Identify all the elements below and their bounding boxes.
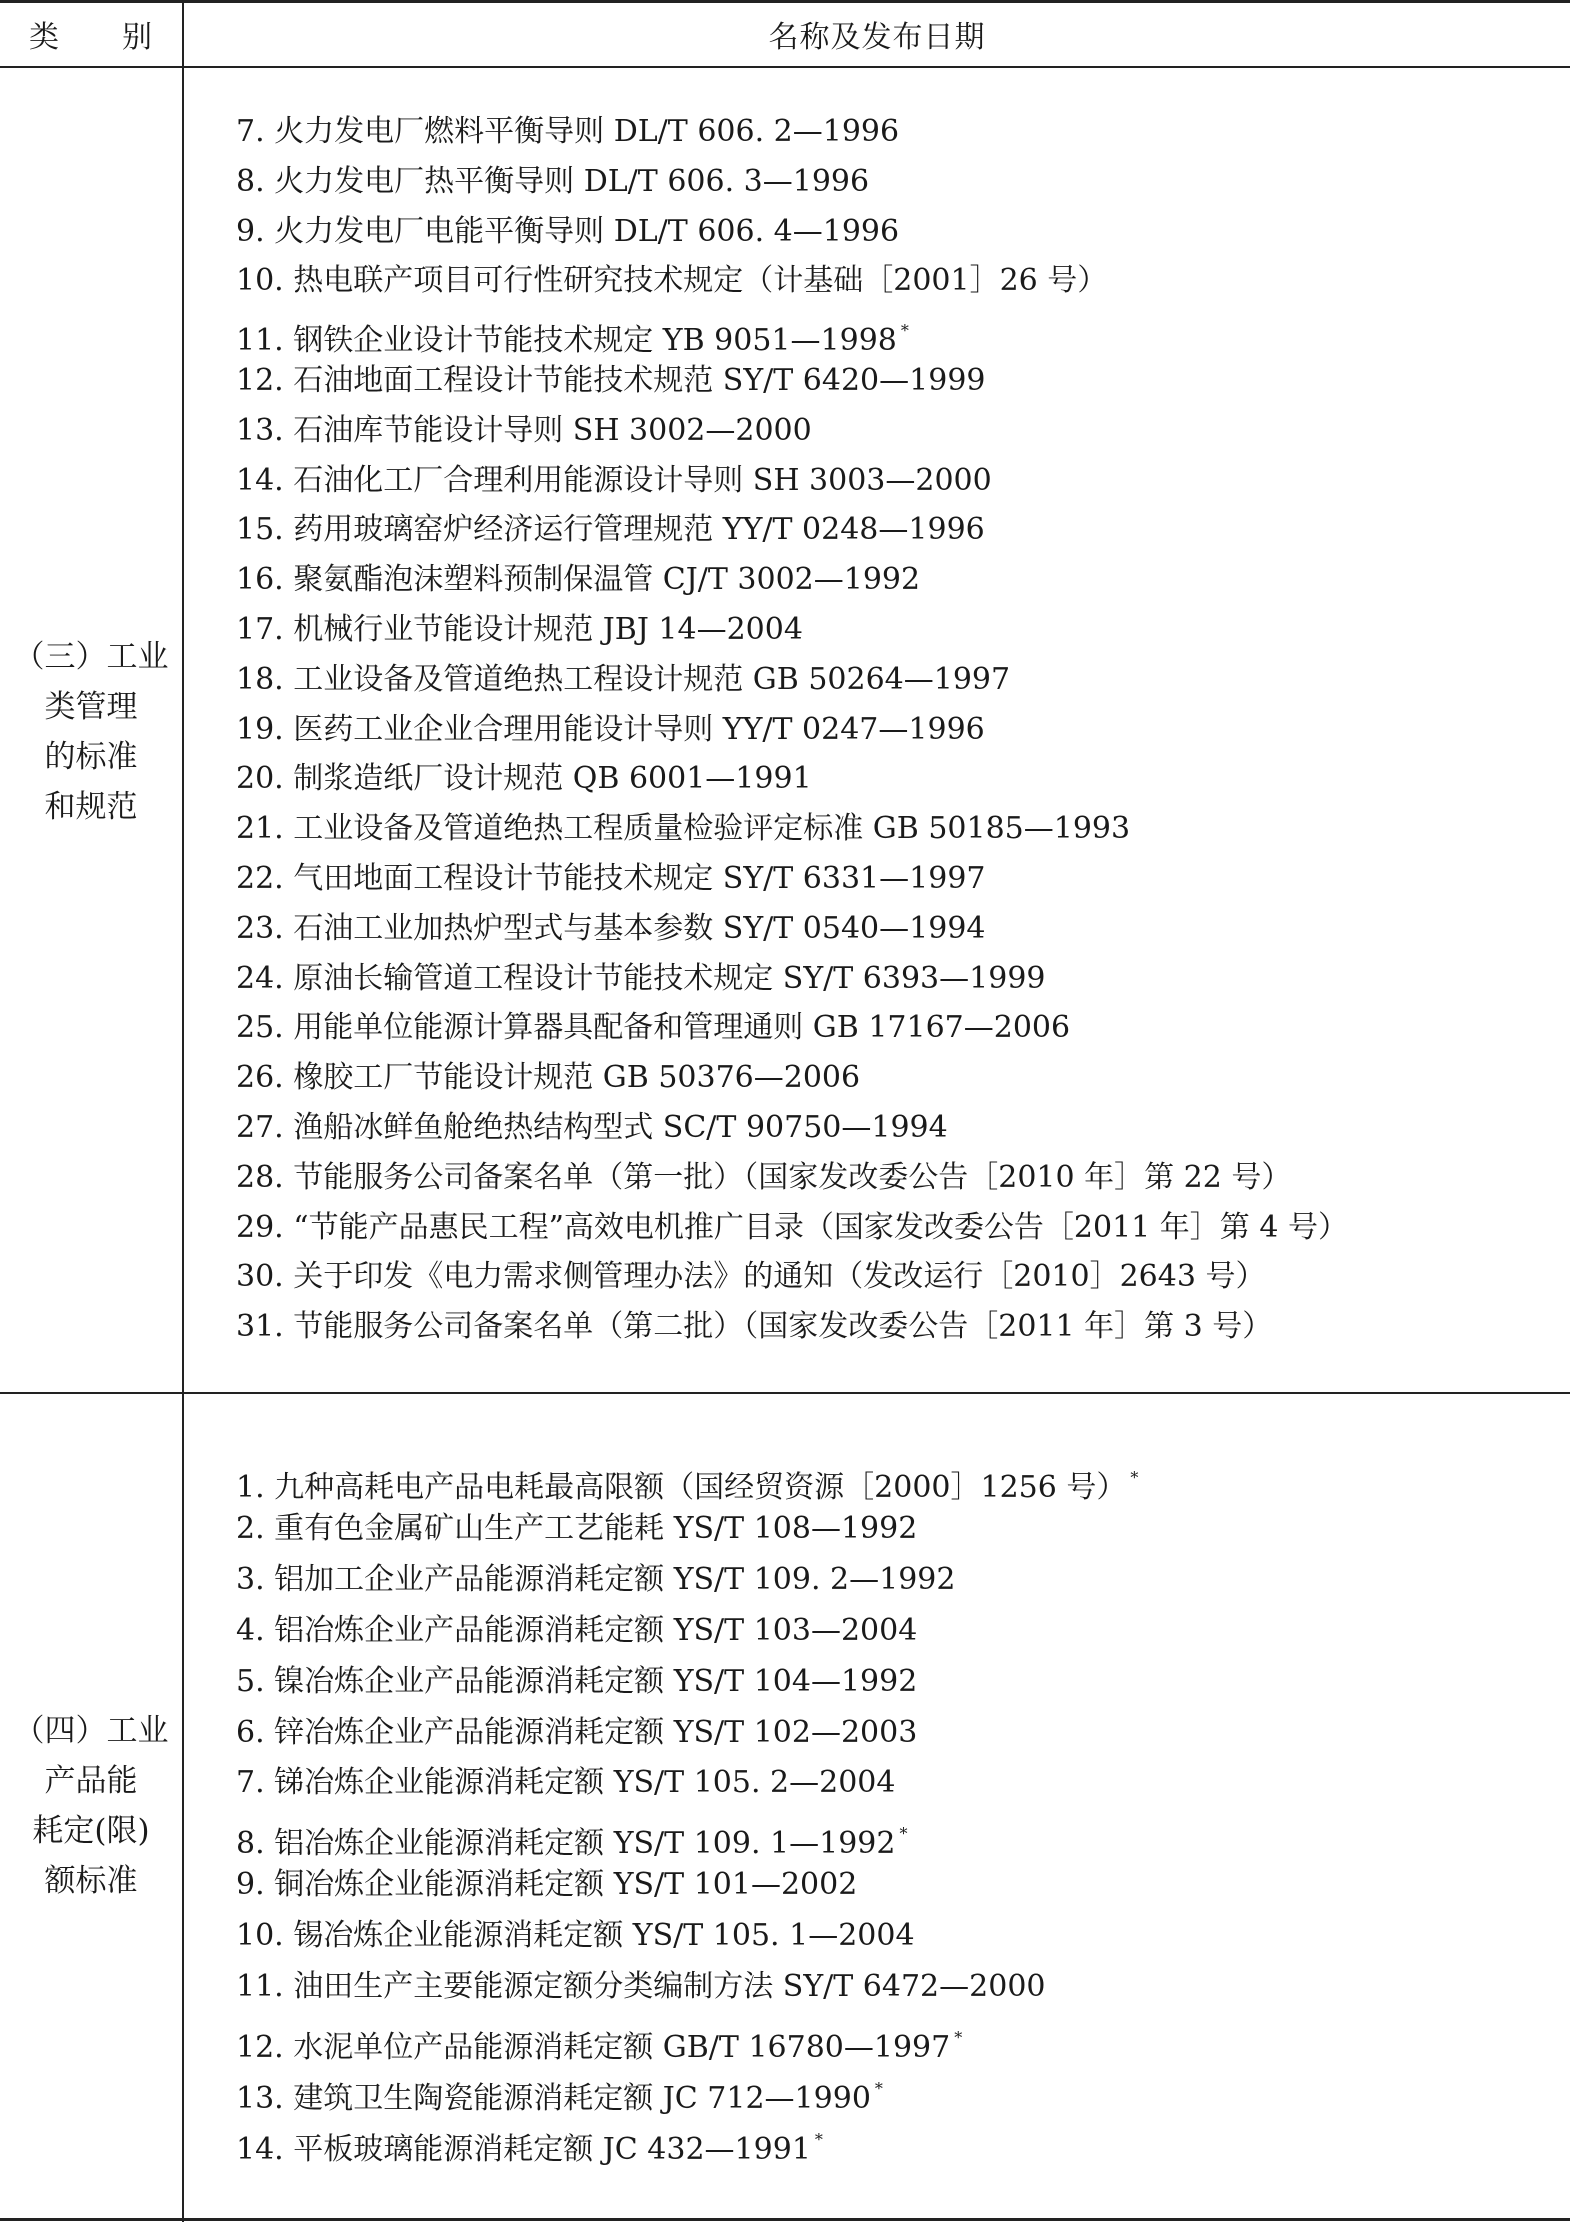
list-item — [236, 1967, 1046, 2007]
list-item — [236, 162, 869, 202]
table-top-rule — [0, 0, 1570, 3]
list-item-text: 5. 镍冶炼企业产品能源消耗定额 YS/T 104—1992 — [236, 1663, 918, 1699]
list-item-text: 17. 机械行业节能设计规范 JBJ 14—2004 — [236, 612, 803, 647]
header-bottom-rule — [0, 66, 1570, 68]
list-item — [236, 1560, 955, 1600]
list-item-text: 21. 工业设备及管道绝热工程质量检验评定标准 GB 50185—1993 — [236, 811, 1131, 847]
list-item — [236, 411, 812, 451]
section-divider-rule — [0, 1392, 1570, 1394]
list-item-text: 10. 锡冶炼企业能源消耗定额 YS/T 105. 1—2004 — [236, 1918, 915, 1954]
list-item-text: 8. 火力发电厂热平衡导则 DL/T 606. 3—1996 — [236, 163, 870, 199]
category-line: 类管理 — [44, 689, 138, 725]
list-item — [236, 2069, 883, 2119]
list-item-text: 13. 建筑卫生陶瓷能源消耗定额 JC 712—1990 — [236, 2080, 871, 2116]
list-item — [236, 361, 986, 401]
list-item-text: 12. 水泥单位产品能源消耗定额 GB/T 16780—1997 — [236, 2029, 951, 2065]
list-item-text: 8. 铝冶炼企业能源消耗定额 YS/T 109. 1—1992 — [236, 1826, 896, 1862]
list-item-text: 11. 钢铁企业设计节能技术规定 YB 9051—1998 — [236, 323, 897, 359]
list-item — [236, 610, 803, 650]
category-industrial-management — [0, 632, 182, 832]
category-line: （四）工业 — [13, 1713, 169, 1749]
list-item-text: 16. 聚氨酯泡沫塑料预制保温管 CJ/T 3002—1992 — [236, 562, 921, 598]
category-line: 额标准 — [44, 1863, 138, 1899]
asterisk-note-marker: * — [899, 1824, 908, 1844]
list-item — [236, 1763, 895, 1803]
list-item — [236, 660, 1010, 700]
category-line: 和规范 — [44, 789, 138, 825]
list-item-text: 31. 节能服务公司备案名单（第二批）（国家发改委公告［2011 年］第 3 号） — [236, 1309, 1273, 1345]
list-item-text: 30. 关于印发《电力需求侧管理办法》的通知（发改运行［2010］2643 号） — [236, 1259, 1266, 1295]
list-item — [236, 1662, 917, 1702]
list-item-text: 29. “节能产品惠民工程”高效电机推广目录（国家发改委公告［2011 年］第 4 号） — [236, 1209, 1348, 1245]
list-item-text: 22. 气田地面工程设计节能技术规定 SY/T 6331—1997 — [236, 861, 986, 896]
list-item — [236, 1058, 860, 1098]
list-item — [236, 2120, 823, 2170]
list-item — [236, 560, 920, 600]
category-line: 耗定(限) — [32, 1813, 150, 1849]
column-divider — [182, 0, 184, 2222]
list-item — [236, 1865, 857, 1905]
list-item-text: 7. 火力发电厂燃料平衡导则 DL/T 606. 2—1996 — [236, 114, 900, 149]
list-item-text: 11. 油田生产主要能源定额分类编制方法 SY/T 6472—2000 — [236, 1969, 1046, 2004]
list-item-text: 12. 石油地面工程设计节能技术规范 SY/T 6420—1999 — [236, 363, 986, 398]
header-name-date: 名称及发布日期 — [768, 20, 986, 55]
list-item — [236, 1208, 1348, 1248]
list-item-text: 13. 石油库节能设计导则 SH 3002—2000 — [236, 412, 812, 448]
list-item-text: 19. 医药工业企业合理用能设计导则 YY/T 0247—1996 — [236, 711, 985, 747]
list-item — [236, 1458, 1138, 1508]
list-item — [236, 212, 899, 252]
list-item — [236, 710, 985, 750]
list-item-text: 4. 铝冶炼企业产品能源消耗定额 YS/T 103—2004 — [236, 1612, 918, 1648]
list-item — [236, 1008, 1070, 1048]
list-item-text: 14. 石油化工厂合理利用能源设计导则 SH 3003—2000 — [236, 462, 992, 498]
list-item — [236, 461, 992, 501]
category-line: 产品能 — [44, 1763, 138, 1799]
list-item-text: 10. 热电联产项目可行性研究技术规定（计基础［2001］26 号） — [236, 263, 1108, 299]
list-item — [236, 909, 986, 949]
list-item — [236, 959, 1046, 999]
list-item-text: 14. 平板玻璃能源消耗定额 JC 432—1991 — [236, 2131, 811, 2167]
category-line: （三）工业 — [13, 639, 169, 675]
list-item-text: 6. 锌冶炼企业产品能源消耗定额 YS/T 102—2003 — [236, 1714, 918, 1750]
list-item-text: 9. 铜冶炼企业能源消耗定额 YS/T 101—2002 — [236, 1867, 858, 1903]
list-item — [236, 1307, 1272, 1347]
list-item — [236, 1108, 948, 1148]
list-item — [236, 2018, 962, 2068]
list-item — [236, 809, 1130, 849]
list-item — [236, 112, 899, 152]
table-bottom-rule — [0, 2218, 1570, 2221]
asterisk-note-marker: * — [900, 321, 909, 341]
asterisk-note-marker: * — [954, 2027, 963, 2047]
list-item — [236, 1158, 1291, 1198]
asterisk-note-marker: * — [874, 2078, 883, 2098]
category-line: 的标准 — [44, 739, 138, 775]
list-item-text: 1. 九种高耗电产品电耗最高限额（国经贸资源［2000］1256 号） — [236, 1470, 1127, 1505]
header-category: 类 别 — [29, 20, 153, 55]
list-item-text: 24. 原油长输管道工程设计节能技术规定 SY/T 6393—1999 — [236, 960, 1046, 996]
list-item-text: 28. 节能服务公司备案名单（第一批）（国家发改委公告［2010 年］第 22 号） — [236, 1159, 1292, 1195]
list-item — [236, 1814, 907, 1864]
list-item — [236, 510, 985, 550]
list-item — [236, 1509, 917, 1549]
list-item-text: 18. 工业设备及管道绝热工程设计规范 GB 50264—1997 — [236, 661, 1011, 697]
list-item-text: 27. 渔船冰鲜鱼舱绝热结构型式 SC/T 90750—1994 — [236, 1110, 948, 1145]
category-industrial-energy-quota — [0, 1706, 182, 1906]
asterisk-note-marker: * — [1130, 1468, 1139, 1487]
list-item — [236, 1713, 917, 1753]
list-item — [236, 759, 812, 799]
list-item — [236, 1916, 915, 1956]
list-item — [236, 1257, 1265, 1297]
list-item — [236, 859, 986, 899]
list-item-text: 2. 重有色金属矿山生产工艺能耗 YS/T 108—1992 — [236, 1510, 918, 1546]
list-item-text: 3. 铝加工企业产品能源消耗定额 YS/T 109. 2—1992 — [236, 1561, 956, 1597]
list-item — [236, 311, 909, 361]
list-item-text: 26. 橡胶工厂节能设计规范 GB 50376—2006 — [236, 1060, 861, 1096]
list-item-text: 23. 石油工业加热炉型式与基本参数 SY/T 0540—1994 — [236, 910, 986, 946]
list-item-text: 7. 锑冶炼企业能源消耗定额 YS/T 105. 2—2004 — [236, 1765, 896, 1801]
list-item-text: 25. 用能单位能源计算器具配备和管理通则 GB 17167—2006 — [236, 1010, 1071, 1046]
list-item-text: 15. 药用玻璃窑炉经济运行管理规范 YY/T 0248—1996 — [236, 512, 985, 548]
asterisk-note-marker: * — [814, 2129, 823, 2149]
list-item-text: 20. 制浆造纸厂设计规范 QB 6001—1991 — [236, 761, 812, 797]
list-item — [236, 1611, 917, 1651]
list-item-text: 9. 火力发电厂电能平衡导则 DL/T 606. 4—1996 — [236, 213, 900, 249]
list-item — [236, 261, 1107, 301]
